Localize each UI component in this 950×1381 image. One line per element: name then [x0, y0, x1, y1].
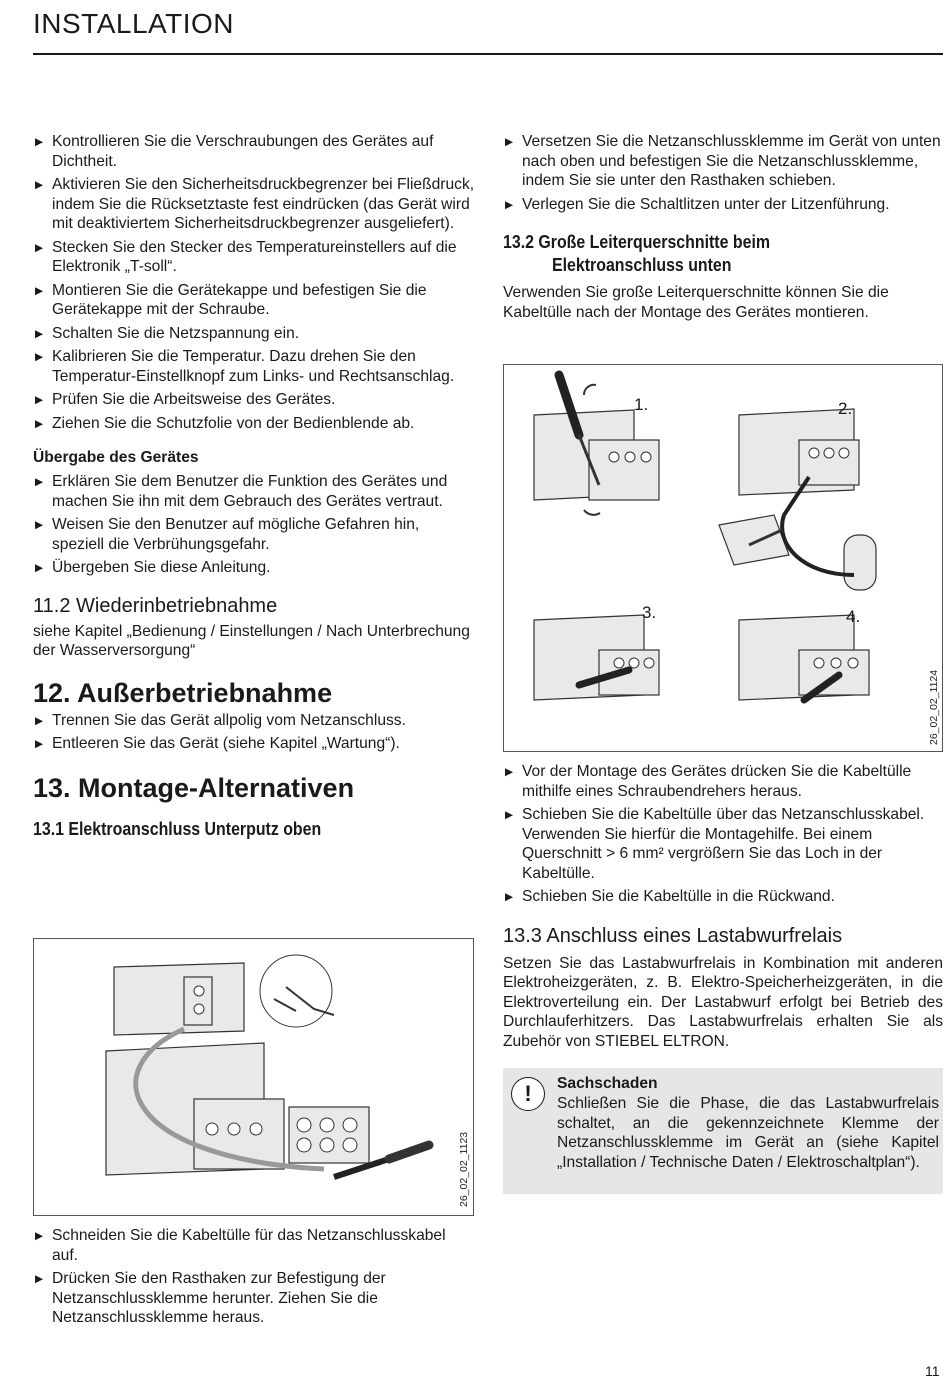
list-item: ▶ Schneiden Sie die Kabeltülle für das Netzanschlusskabel auf. — [33, 1226, 475, 1265]
figure-electrical-connection-top — [33, 938, 474, 1216]
section-13-3-text: Setzen Sie das Lastabwurfrelais in Kombination mit anderen Elektroheizgeräten, z. B. Elektro-Speicherheizgeräten, in die Elektroverteilung ein. Der Lastabwurf erfolgt bei Betrieb des Durchlauferhitzers. Das Lastabwurfrelais erhalten Sie als Zubehör von STIEBEL ELTRON. — [503, 954, 943, 1050]
left-column — [33, 132, 475, 840]
warning-box — [503, 1068, 943, 1194]
step-label: 4. — [846, 607, 861, 626]
list-item: ▶ Aktivieren Sie den Sicherheitsdruckbegrenzer bei Fließdruck, indem Sie die Rücksetztaste fest eindrücken (das Gerät wird mit deaktiviertem Sicherheitsdruckbegrenzer ausgeliefert). — [33, 175, 475, 234]
section-13-2-text: Verwenden Sie große Leiterquerschnitte können Sie die Kabeltülle nach der Montage des Gerätes montieren. — [503, 284, 889, 321]
list-item: ▶ Schalten Sie die Netzspannung ein. — [33, 324, 475, 344]
section-13-2-bullet-list — [503, 762, 943, 907]
warning-title: Sachschaden — [557, 1075, 658, 1092]
figure-code: 26_02_02_1123 — [458, 1131, 470, 1207]
list-item: ▶ Montieren Sie die Gerätekappe und befestigen Sie die Gerätekappe mit der Schraube. — [33, 281, 475, 320]
list-item: ▶ Weisen Sie den Benutzer auf mögliche Gefahren hin, speziell die Verbrühungsgefahr. — [33, 515, 475, 554]
figure-large-conductor-steps — [503, 364, 943, 752]
section-13-3-heading: 13.3 Anschluss eines Lastabwurfrelais — [503, 924, 843, 947]
section-13-2-heading-line2: Elektroanschluss unten — [552, 254, 732, 275]
list-item: ▶ Drücken Sie den Rasthaken zur Befestigung der Netzanschlussklemme herunter. Ziehen Sie die Netzanschlussklemme heraus. — [33, 1269, 475, 1328]
section-13-1-bullet-list — [33, 1226, 475, 1328]
list-item: ▶ Prüfen Sie die Arbeitsweise des Gerätes. — [33, 390, 475, 410]
list-item: ▶ Kalibrieren Sie die Temperatur. Dazu drehen Sie den Temperatur-Einstellknopf zum Links- und Rechtsanschlag. — [33, 347, 475, 386]
section-13-1-heading: 13.1 Elektroanschluss Unterputz oben — [33, 817, 322, 839]
figure-code: 26_02_02_1124 — [928, 669, 940, 745]
list-item: ▶ Stecken Sie den Stecker des Temperatureinstellers auf die Elektronik „T-soll“. — [33, 238, 475, 277]
section-13-heading: 13. Montage-Alternativen — [33, 772, 355, 803]
intro-bullet-list — [33, 132, 475, 433]
continued-bullet-list — [503, 132, 943, 214]
list-item: ▶ Schieben Sie die Kabeltülle über das Netzanschlusskabel. Verwenden Sie hierfür die Montagehilfe. Bei einem Querschnitt > 6 mm² vergrößern Sie das Loch in der Kabeltülle. — [503, 805, 943, 883]
warning-text: Schließen Sie die Phase, die das Lastabwurfrelais schaltet, an die gekennzeichnete Klemme der Netzanschlussklemme im Gerät an (siehe Kapitel „Installation / Technische Daten / Elektroschaltplan“). — [557, 1095, 939, 1171]
cable-grommet-illustration — [504, 365, 943, 752]
step-label: 1. — [634, 395, 649, 414]
step-label: 2. — [838, 399, 853, 418]
section-11-2-heading: 11.2 Wiederinbetriebnahme — [33, 594, 278, 617]
list-item: ▶ Ziehen Sie die Schutzfolie von der Bedienblende ab. — [33, 414, 475, 434]
header-rule — [33, 53, 943, 55]
list-item: ▶ Vor der Montage des Gerätes drücken Sie die Kabeltülle mithilfe eines Schraubendrehers heraus. — [503, 762, 943, 801]
list-item: ▶ Schieben Sie die Kabeltülle in die Rückwand. — [503, 887, 943, 907]
list-item: ▶ Kontrollieren Sie die Verschraubungen des Gerätes auf Dichtheit. — [33, 132, 475, 171]
section-13-2-heading: 13.2 Große Leiterquerschnitte beim — [503, 231, 771, 252]
warning-icon: ! — [511, 1077, 545, 1111]
list-item: ▶ Erklären Sie dem Benutzer die Funktion des Gerätes und machen Sie ihn mit dem Gebrauch des Gerätes vertraut. — [33, 472, 475, 511]
handover-bullet-list — [33, 472, 475, 578]
list-item: ▶ Versetzen Sie die Netzanschlussklemme im Gerät von unten nach oben und befestigen Sie die Netzanschlussklemme, indem Sie sie unter den Rasthaken schieben. — [503, 132, 943, 191]
list-item: ▶ Entleeren Sie das Gerät (siehe Kapitel „Wartung“). — [33, 734, 475, 754]
list-item: ▶ Verlegen Sie die Schaltlitzen unter der Litzenführung. — [503, 195, 943, 215]
section-12-bullet-list — [33, 711, 475, 754]
wiring-illustration — [34, 939, 474, 1216]
section-13-2-steps — [503, 762, 943, 1051]
right-column — [503, 132, 943, 322]
handover-heading: Übergabe des Gerätes — [33, 449, 199, 466]
list-item: ▶ Trennen Sie das Gerät allpolig vom Netzanschluss. — [33, 711, 475, 731]
step-label: 3. — [642, 603, 657, 622]
section-12-heading: 12. Außerbetriebnahme — [33, 677, 333, 708]
header-title: INSTALLATION — [33, 8, 235, 39]
section-11-2-text: siehe Kapitel „Bedienung / Einstellungen / Nach Unterbrechung der Wasserversorgung“ — [33, 622, 470, 659]
list-item: ▶ Übergeben Sie diese Anleitung. — [33, 558, 475, 578]
section-13-1-steps — [33, 1226, 475, 1332]
page-number: 11 — [925, 1363, 940, 1379]
